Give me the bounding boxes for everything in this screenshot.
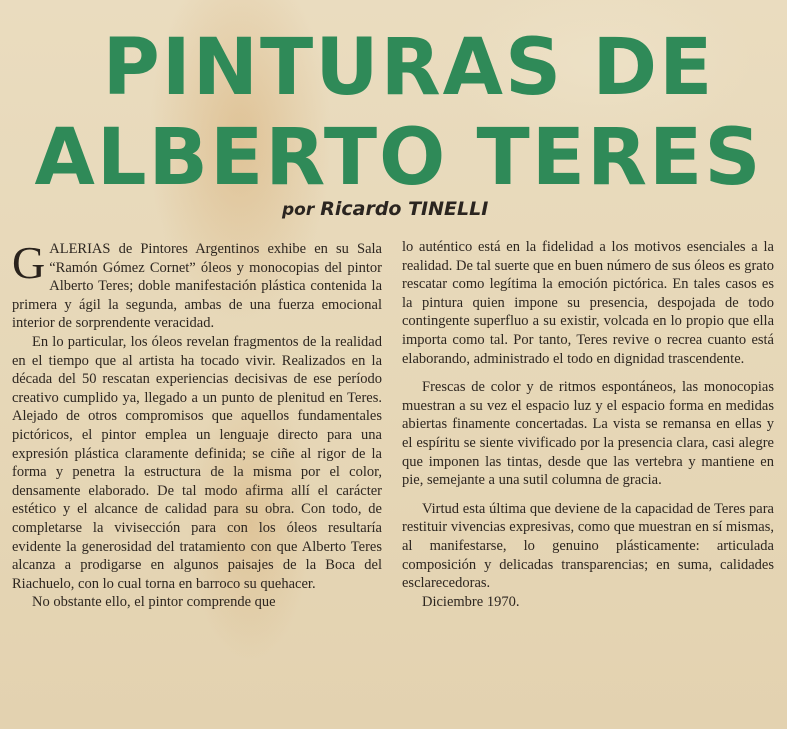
article-title-line-2: ALBERTO TERES <box>34 113 763 203</box>
article-title-line-1: PINTURAS DE <box>102 23 715 113</box>
paragraph-1-text: ALERIAS de Pintores Argentinos exhibe en su Sala “Ramón Gómez Cornet” óleos y monocopias del pintor Alberto Teres; doble manifestación plástica contenida la primera y ágil la segunda, ambas de una fuerza emocional interior de sorprendente veracidad. <box>12 241 382 332</box>
paragraph-1 <box>12 237 382 333</box>
byline-author: Ricardo TINELLI <box>320 198 489 220</box>
byline <box>282 198 488 220</box>
article-column-left <box>12 237 382 612</box>
article-date: Diciembre 1970. <box>422 593 520 610</box>
drop-cap: G <box>12 237 46 288</box>
byline-prefix: por <box>282 200 315 220</box>
paragraph-6: Virtud esta última que deviene de la capacidad de Teres para restituir vivencias expresivas, como que muestran en sí mismas, al manifestarse, lo genuino plásticamente: articulada composición y delicadas transparencias; en suma, calidades esclarecedoras. <box>402 500 774 592</box>
paragraph-4: lo auténtico está en la fidelidad a los motivos esenciales a la realidad. De tal suerte que en buen número de sus óleos es grato rescatar como legítima la emoción pictórica. En tales casos es la pintura quien impone su presencia, despojada de todo contingente superfluo a su existir, volcada en lo propio que ella importa como tal. Por tanto, Teres revive o recrea cuanto está elaborando, administrado el todo en dignidad trascendente. <box>402 239 774 367</box>
article-column-right <box>402 238 774 611</box>
paragraph-3: No obstante ello, el pintor comprende que <box>32 594 276 611</box>
paragraph-2: En lo particular, los óleos revelan fragmentos de la realidad en el tiempo que al artista ha tocado vivir. Realizados en la década del 50 rescatan experiencias decisivas de ese período creativo cumplido ya, llegado a un punto de plenitud en Teres. Alejado de otros compromisos que aquellos fundamentales pictóricos, el pintor emplea un lenguaje directo para una expresión plástica claramente definida; se ciñe al rigor de la forma y penetra la estructura de la misma por el color, densamente elaborado. De tal modo afirma allí el carácter estético y el alcance de calidad para su obra. Con todo, de completarse la vivisección para con los óleos resultaría evidente la generosidad del tratamiento con que Alberto Teres alcanza a prodigarse en algunos paisajes de la Boca del Riachuelo, con lo cual torna en barroco su quehacer. <box>12 333 382 592</box>
paragraph-5: Frescas de color y de ritmos espontáneos, las monocopias muestran a su vez el espacio luz y el espacio forma en medidas abiertas finamente concertadas. La vista se remansa en ellas y el espíritu se siente vivificado por la presencia clara, casi alegre que imponen las tintas, desde que las vertebra y mantiene en pie, semejante a una sutil columna de gracia. <box>402 379 774 489</box>
